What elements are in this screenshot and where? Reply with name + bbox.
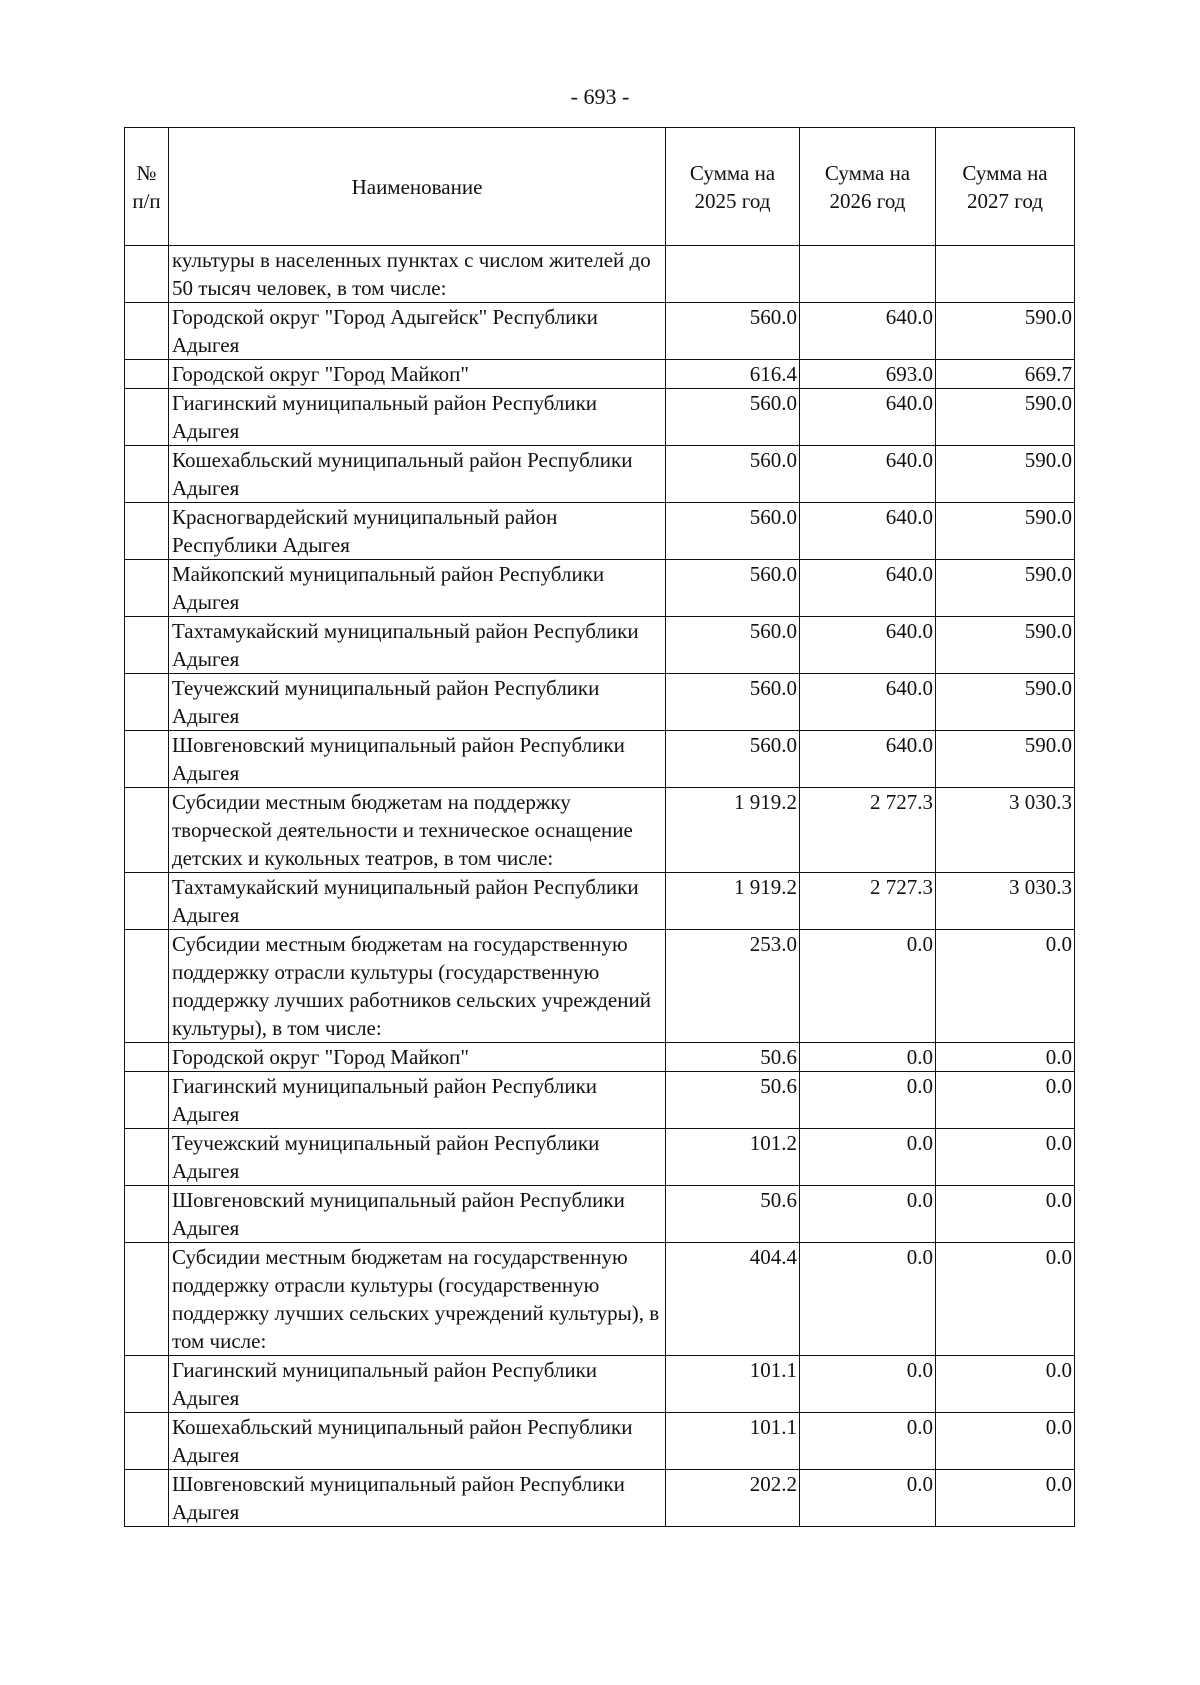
cell-sum-2025: 560.0 — [666, 731, 800, 788]
cell-sum-2025: 616.4 — [666, 360, 800, 389]
budget-table — [124, 127, 1075, 1527]
cell-sum-2026: 0.0 — [800, 1129, 936, 1186]
cell-name: Гиагинский муниципальный район Республики Адыгея — [169, 389, 666, 446]
table-row — [125, 560, 1075, 617]
cell-num — [125, 246, 169, 303]
cell-name: Шовгеновский муниципальный район Республики Адыгея — [169, 731, 666, 788]
cell-sum-2027: 590.0 — [936, 674, 1075, 731]
cell-name: Теучежский муниципальный район Республики Адыгея — [169, 674, 666, 731]
page-number: - 693 - — [570, 84, 630, 109]
table-row — [125, 303, 1075, 360]
table-row — [125, 731, 1075, 788]
cell-num — [125, 1413, 169, 1470]
cell-sum-2027: 590.0 — [936, 389, 1075, 446]
cell-sum-2025: 50.6 — [666, 1072, 800, 1129]
cell-sum-2027: 0.0 — [936, 1043, 1075, 1072]
cell-sum-2025: 560.0 — [666, 303, 800, 360]
header-name: Наименование — [169, 128, 666, 246]
table-row — [125, 674, 1075, 731]
cell-name: Городской округ "Город Майкоп" — [169, 360, 666, 389]
cell-sum-2025: 202.2 — [666, 1470, 800, 1527]
cell-sum-2026: 640.0 — [800, 303, 936, 360]
cell-name: Майкопский муниципальный район Республики Адыгея — [169, 560, 666, 617]
cell-sum-2025: 101.2 — [666, 1129, 800, 1186]
cell-name: Субсидии местным бюджетам на государственную поддержку отрасли культуры (государственную поддержку лучших сельских учреждений культуры), в том числе: — [169, 1243, 666, 1356]
header-sum-2025: Сумма на 2025 год — [666, 128, 800, 246]
cell-sum-2025: 560.0 — [666, 389, 800, 446]
cell-sum-2026: 640.0 — [800, 560, 936, 617]
cell-num — [125, 731, 169, 788]
cell-sum-2025: 50.6 — [666, 1043, 800, 1072]
cell-sum-2027 — [936, 246, 1075, 303]
cell-num — [125, 389, 169, 446]
cell-sum-2025 — [666, 246, 800, 303]
cell-sum-2026: 0.0 — [800, 1413, 936, 1470]
cell-name: Тахтамукайский муниципальный район Республики Адыгея — [169, 873, 666, 930]
table-row — [125, 1356, 1075, 1413]
cell-sum-2027: 3 030.3 — [936, 788, 1075, 873]
table-row — [125, 930, 1075, 1043]
cell-sum-2027: 590.0 — [936, 303, 1075, 360]
cell-sum-2026: 693.0 — [800, 360, 936, 389]
table-row — [125, 503, 1075, 560]
cell-sum-2027: 590.0 — [936, 560, 1075, 617]
cell-sum-2027: 0.0 — [936, 1243, 1075, 1356]
cell-name: Тахтамукайский муниципальный район Республики Адыгея — [169, 617, 666, 674]
cell-sum-2026: 2 727.3 — [800, 873, 936, 930]
cell-sum-2026: 2 727.3 — [800, 788, 936, 873]
cell-num — [125, 1470, 169, 1527]
cell-name: Городской округ "Город Адыгейск" Республики Адыгея — [169, 303, 666, 360]
cell-sum-2026: 0.0 — [800, 1043, 936, 1072]
cell-sum-2026: 0.0 — [800, 1072, 936, 1129]
cell-sum-2027: 590.0 — [936, 446, 1075, 503]
cell-sum-2025: 253.0 — [666, 930, 800, 1043]
cell-sum-2026: 640.0 — [800, 674, 936, 731]
table-row — [125, 1186, 1075, 1243]
table-row — [125, 1129, 1075, 1186]
cell-sum-2026: 640.0 — [800, 617, 936, 674]
cell-name: Субсидии местным бюджетам на государственную поддержку отрасли культуры (государственную поддержку лучших работников сельских учреждений культуры), в том числе: — [169, 930, 666, 1043]
cell-sum-2026: 640.0 — [800, 503, 936, 560]
cell-name: Кошехабльский муниципальный район Республики Адыгея — [169, 1413, 666, 1470]
cell-sum-2026: 640.0 — [800, 389, 936, 446]
cell-name: Гиагинский муниципальный район Республики Адыгея — [169, 1072, 666, 1129]
cell-sum-2026 — [800, 246, 936, 303]
cell-num — [125, 1129, 169, 1186]
cell-sum-2025: 560.0 — [666, 503, 800, 560]
table-row — [125, 1043, 1075, 1072]
cell-name: Шовгеновский муниципальный район Республики Адыгея — [169, 1470, 666, 1527]
cell-sum-2026: 0.0 — [800, 930, 936, 1043]
cell-sum-2027: 0.0 — [936, 930, 1075, 1043]
cell-num — [125, 1043, 169, 1072]
cell-sum-2026: 640.0 — [800, 731, 936, 788]
cell-sum-2026: 0.0 — [800, 1243, 936, 1356]
cell-sum-2027: 0.0 — [936, 1356, 1075, 1413]
cell-sum-2027: 590.0 — [936, 617, 1075, 674]
table-body — [125, 246, 1075, 1527]
cell-sum-2027: 590.0 — [936, 731, 1075, 788]
cell-sum-2025: 50.6 — [666, 1186, 800, 1243]
cell-name: Городской округ "Город Майкоп" — [169, 1043, 666, 1072]
cell-num — [125, 1243, 169, 1356]
cell-sum-2027: 0.0 — [936, 1072, 1075, 1129]
cell-sum-2027: 0.0 — [936, 1129, 1075, 1186]
cell-num — [125, 617, 169, 674]
cell-sum-2025: 101.1 — [666, 1356, 800, 1413]
cell-sum-2027: 669.7 — [936, 360, 1075, 389]
cell-num — [125, 674, 169, 731]
cell-sum-2026: 0.0 — [800, 1186, 936, 1243]
cell-sum-2027: 3 030.3 — [936, 873, 1075, 930]
cell-num — [125, 930, 169, 1043]
table-row — [125, 1243, 1075, 1356]
cell-sum-2025: 560.0 — [666, 674, 800, 731]
cell-sum-2027: 0.0 — [936, 1186, 1075, 1243]
header-row — [125, 128, 1075, 246]
cell-num — [125, 360, 169, 389]
table-row — [125, 1470, 1075, 1527]
table-row — [125, 1072, 1075, 1129]
table-row — [125, 873, 1075, 930]
cell-sum-2025: 560.0 — [666, 560, 800, 617]
cell-num — [125, 873, 169, 930]
table-row — [125, 389, 1075, 446]
cell-name: Субсидии местным бюджетам на поддержку творческой деятельности и техническое оснащение детских и кукольных театров, в том числе: — [169, 788, 666, 873]
header-num: № п/п — [125, 128, 169, 246]
cell-sum-2025: 101.1 — [666, 1413, 800, 1470]
cell-sum-2025: 560.0 — [666, 446, 800, 503]
table-row — [125, 446, 1075, 503]
cell-name: Красногвардейский муниципальный район Республики Адыгея — [169, 503, 666, 560]
cell-sum-2025: 404.4 — [666, 1243, 800, 1356]
table-row — [125, 246, 1075, 303]
cell-sum-2026: 0.0 — [800, 1356, 936, 1413]
cell-num — [125, 446, 169, 503]
cell-num — [125, 1186, 169, 1243]
cell-sum-2025: 1 919.2 — [666, 873, 800, 930]
cell-name: Шовгеновский муниципальный район Республики Адыгея — [169, 1186, 666, 1243]
table-row — [125, 788, 1075, 873]
cell-sum-2025: 1 919.2 — [666, 788, 800, 873]
cell-sum-2027: 590.0 — [936, 503, 1075, 560]
cell-sum-2026: 640.0 — [800, 446, 936, 503]
header-sum-2026: Сумма на 2026 год — [800, 128, 936, 246]
cell-num — [125, 788, 169, 873]
cell-sum-2027: 0.0 — [936, 1413, 1075, 1470]
table-row — [125, 1413, 1075, 1470]
cell-sum-2027: 0.0 — [936, 1470, 1075, 1527]
cell-sum-2025: 560.0 — [666, 617, 800, 674]
cell-name: культуры в населенных пунктах с числом жителей до 50 тысяч человек, в том числе: — [169, 246, 666, 303]
cell-num — [125, 1356, 169, 1413]
cell-num — [125, 560, 169, 617]
cell-name: Кошехабльский муниципальный район Республики Адыгея — [169, 446, 666, 503]
table-row — [125, 617, 1075, 674]
table-row — [125, 360, 1075, 389]
header-sum-2027: Сумма на 2027 год — [936, 128, 1075, 246]
table-header — [125, 128, 1075, 246]
cell-num — [125, 503, 169, 560]
cell-name: Гиагинский муниципальный район Республики Адыгея — [169, 1356, 666, 1413]
cell-sum-2026: 0.0 — [800, 1470, 936, 1527]
cell-name: Теучежский муниципальный район Республики Адыгея — [169, 1129, 666, 1186]
cell-num — [125, 1072, 169, 1129]
cell-num — [125, 303, 169, 360]
